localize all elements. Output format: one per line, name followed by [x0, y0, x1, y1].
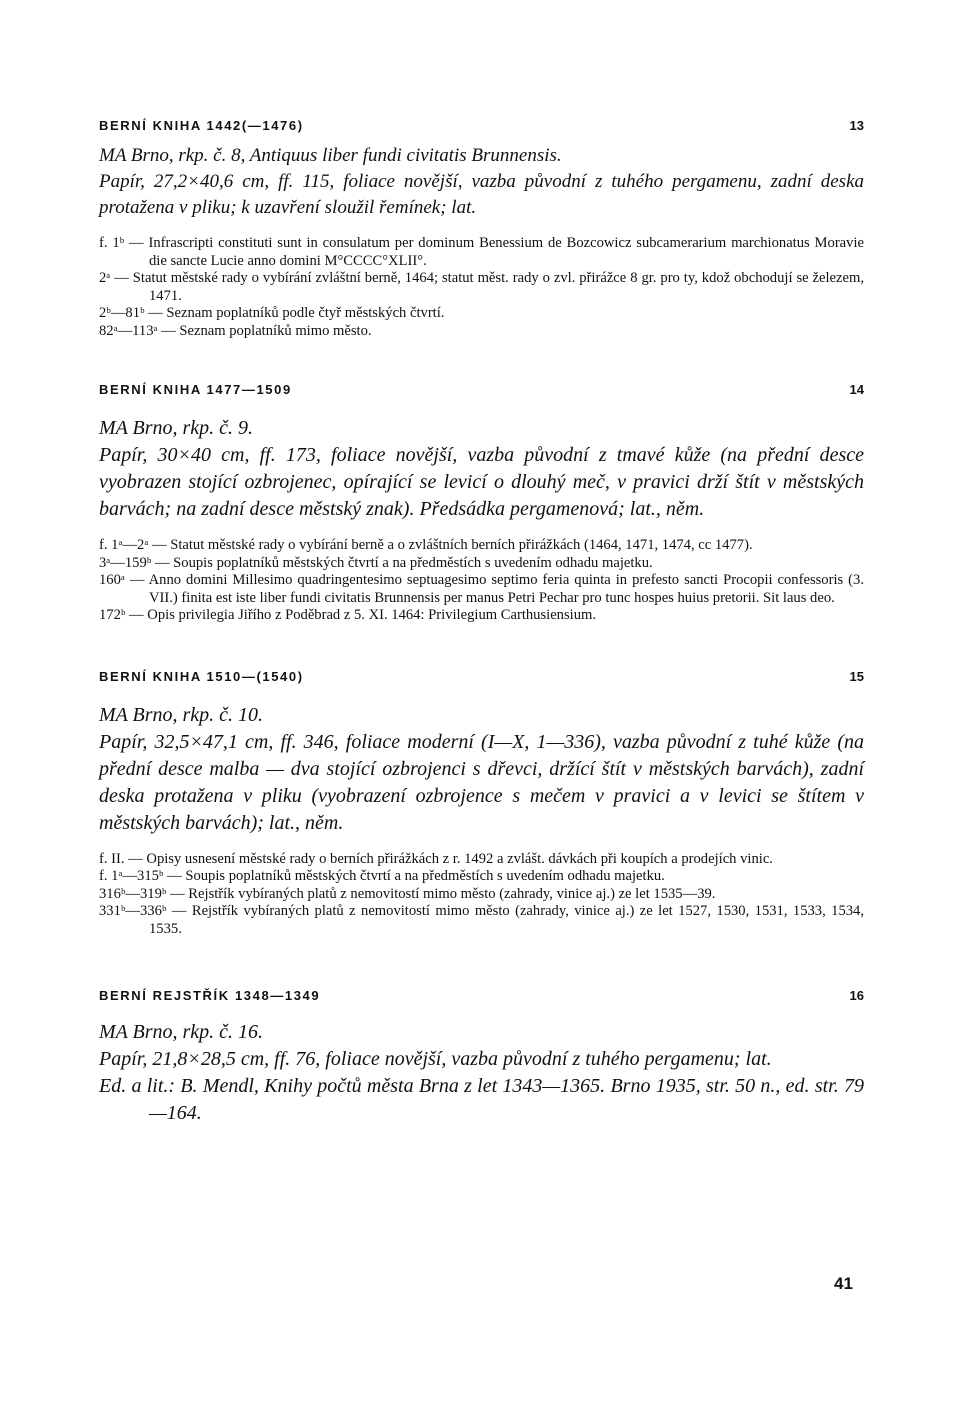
- entry-16: [99, 988, 864, 1127]
- entry-13: [99, 118, 864, 340]
- list-item: 172ᵇ — Opis privilegia Jiřího z Poděbrad z 5. XI. 1464: Privilegium Carthusiensium.: [99, 607, 596, 623]
- list-item: 3ᵃ—159ᵇ — Soupis poplatníků městských čtvrtí a na předměstích s uvedením odhadu majetku.: [99, 554, 653, 571]
- list-item: f. 1ᵃ—2ᵃ — Statut městské rady o vybírání berně a o zvláštních berních přirážkách (1464, 1471, 1474, cc 1477).: [99, 537, 753, 553]
- entry-description: [99, 1019, 864, 1127]
- description-line: MA Brno, rkp. č. 16.: [99, 1021, 264, 1043]
- entry-number: 13: [849, 118, 864, 133]
- list-item: 331ᵇ—336ᵇ — Rejstřík vybíraných platů z nemovitostí mimo město (zahrady, vinice aj.) ze let 1527, 1530, 1531, 1533, 1534, 1535.: [99, 903, 864, 937]
- list-item: 316ᵇ—319ᵇ — Rejstřík vybíraných platů z nemovitostí mimo město (zahrady, vinice aj.) ze let 1535—39.: [99, 885, 716, 902]
- description-line: Ed. a lit.: B. Mendl, Knihy počtů města Brna z let 1343—1365. Brno 1935, str. 50 n., ed. str. 79—164.: [99, 1075, 864, 1124]
- description-line: Papír, 30×40 cm, ff. 173, foliace novější, vazba původní z tmavé kůže (na přední desce vyobrazen stojící ozbrojenec, opírající se levicí o dlouhý meč, v pravici drží štít v městských barvách; na zadní desce městský znak). Předsádka pergamenová; lat., něm.: [99, 444, 864, 520]
- description-line: MA Brno, rkp. č. 9.: [99, 417, 254, 439]
- description-line: MA Brno, rkp. č. 10.: [99, 703, 264, 726]
- description-line: Papír, 21,8×28,5 cm, ff. 76, foliace novější, vazba původní z tuhého pergamenu; lat.: [99, 1048, 772, 1070]
- entry-items: [99, 537, 864, 625]
- list-item: f. 1ᵇ — Infrascripti constituti sunt in consulatum per dominum Benessium de Bozcowicz subcamerarium marchionatus Moravie die sancte Lucie anno domini M°CCCC°XLII°.: [99, 235, 864, 269]
- description-line: Papír, 32,5×47,1 cm, ff. 346, foliace moderní (I—X, 1—336), vazba původní z tuhé kůže (na přední desce malba — dva stojící ozbrojenci s dřevci, držící štít v městských barvách), zadní deska protažena v pliku (vyobrazení ozbrojence s mečem v pravici a v levici se štítem v městských barvách); lat., něm.: [99, 730, 864, 834]
- list-item: f. 1ᵃ—315ᵇ — Soupis poplatníků městských čtvrtí a na předměstích s uvedením odhadu majetku.: [99, 868, 665, 884]
- entry-title: BERNÍ KNIHA 1510—(1540): [99, 668, 304, 684]
- entry-heading: [99, 669, 864, 684]
- entry-description: [99, 143, 864, 221]
- entry-heading: [99, 118, 864, 133]
- entry-14: [99, 382, 864, 625]
- list-item: 160ᵃ — Anno domini Millesimo quadringentesimo septuagesimo septimo feria quinta in prefesto sancti Procopii confessoris (3. VII.) finita est iste liber fundi civitatis Brunnensis per manus Petri Pechar pro tunc hospes huius pretorii. Sit laus deo.: [99, 572, 864, 606]
- list-item: 2ᵇ—81ᵇ — Seznam poplatníků podle čtyř městských čtvrtí.: [99, 305, 445, 321]
- page-content: [99, 118, 864, 1127]
- entry-items: [99, 851, 864, 939]
- description-line: Papír, 27,2×40,6 cm, ff. 115, foliace novější, vazba původní z tuhého pergamenu, zadní deska protažena v pliku; k uzavření sloužil řemínek; lat.: [99, 171, 864, 218]
- entry-number: 14: [849, 382, 864, 397]
- entry-title: BERNÍ REJSTŘÍK 1348—1349: [99, 988, 321, 1003]
- entry-heading: [99, 382, 864, 397]
- page-number: 41: [834, 1274, 853, 1293]
- entry-description: [99, 702, 864, 837]
- entry-title: BERNÍ KNIHA 1442(—1476): [99, 118, 304, 133]
- entry-items: [99, 235, 864, 340]
- list-item: f. II. — Opisy usnesení městské rady o berních přirážkách z r. 1492 a zvlášt. dávkách při koupích a prodejích vinic.: [99, 850, 773, 867]
- entry-heading: [99, 988, 864, 1003]
- entry-title: BERNÍ KNIHA 1477—1509: [99, 382, 292, 397]
- entry-number: 15: [849, 668, 864, 684]
- list-item: 2ᵃ — Statut městské rady o vybírání zvláštní berně, 1464; statut měst. rady o zvl. přirážce 8 gr. pro ty, kdož obchodují se železem, 1471.: [99, 270, 864, 304]
- entry-number: 16: [849, 988, 864, 1003]
- entry-description: [99, 415, 864, 523]
- list-item: 82ᵃ—113ᵃ — Seznam poplatníků mimo město.: [99, 322, 372, 339]
- entry-15: [99, 669, 864, 939]
- description-line: MA Brno, rkp. č. 8, Antiquus liber fundi civitatis Brunnensis.: [99, 145, 562, 166]
